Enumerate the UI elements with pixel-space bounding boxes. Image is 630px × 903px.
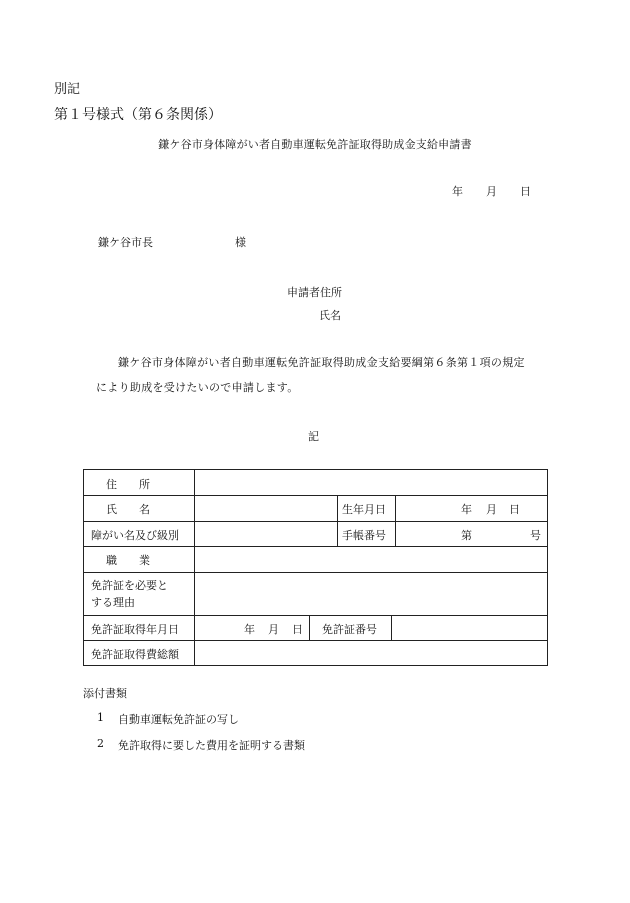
column-divider bbox=[337, 495, 338, 546]
acquired-day-suffix: 日 bbox=[292, 623, 303, 636]
row-divider bbox=[84, 572, 547, 573]
row-divider bbox=[84, 546, 547, 547]
reason-label-line2: する理由 bbox=[91, 596, 135, 609]
attachment-item: 免許取得に要した費用を証明する書類 bbox=[118, 739, 305, 752]
license-number-label: 免許証番号 bbox=[322, 623, 377, 636]
acquired-year-suffix: 年 bbox=[244, 623, 255, 636]
column-divider bbox=[395, 495, 396, 546]
addressee-honorific: 様 bbox=[235, 236, 246, 249]
form-number: 第１号様式（第６条関係） bbox=[54, 107, 222, 123]
handbook-number-label: 手帳番号 bbox=[342, 529, 386, 542]
date-day: 日 bbox=[520, 185, 531, 198]
occupation-label: 職 業 bbox=[106, 554, 150, 567]
attachment-item: 自動車運転免許証の写し bbox=[118, 713, 239, 726]
birth-year-suffix: 年 bbox=[461, 503, 472, 516]
applicant-name-label: 氏名 bbox=[319, 309, 341, 322]
addressee-name: 鎌ケ谷市長 bbox=[98, 236, 153, 249]
address-label: 住 所 bbox=[106, 478, 150, 491]
date-month: 月 bbox=[486, 185, 497, 198]
birthdate-label: 生年月日 bbox=[342, 503, 386, 516]
attachment-number: 1 bbox=[97, 711, 104, 724]
ki-heading: 記 bbox=[308, 430, 319, 443]
acquired-date-label: 免許証取得年月日 bbox=[91, 623, 179, 636]
reason-label-line1: 免許証を必要と bbox=[91, 579, 168, 592]
birth-month-suffix: 月 bbox=[486, 503, 497, 516]
document-title: 鎌ケ谷市身体障がい者自動車運転免許証取得助成金支給申請書 bbox=[158, 138, 472, 151]
column-divider bbox=[194, 470, 195, 665]
disability-label: 障がい名及び級別 bbox=[91, 529, 179, 542]
row-divider bbox=[84, 640, 547, 641]
attachments-heading: 添付書類 bbox=[83, 687, 127, 700]
row-divider bbox=[84, 521, 547, 522]
name-label: 氏 名 bbox=[106, 503, 150, 516]
row-divider bbox=[84, 615, 547, 616]
application-table bbox=[83, 469, 548, 666]
attachment-number: 2 bbox=[97, 737, 104, 750]
column-divider bbox=[309, 615, 310, 640]
birth-day-suffix: 日 bbox=[509, 503, 520, 516]
column-divider bbox=[391, 615, 392, 640]
row-divider bbox=[84, 495, 547, 496]
date-year: 年 bbox=[452, 185, 463, 198]
appendix-label: 別記 bbox=[54, 82, 81, 97]
handbook-go: 号 bbox=[530, 529, 541, 542]
body-text-line2: により助成を受けたいので申請します。 bbox=[96, 381, 299, 394]
acquired-month-suffix: 月 bbox=[268, 623, 279, 636]
body-text-line1: 鎌ケ谷市身体障がい者自動車運転免許証取得助成金支給要綱第６条第１項の規定 bbox=[118, 356, 525, 369]
total-cost-label: 免許証取得費総額 bbox=[91, 648, 179, 661]
handbook-dai: 第 bbox=[461, 529, 472, 542]
applicant-address-label: 申請者住所 bbox=[287, 286, 342, 299]
